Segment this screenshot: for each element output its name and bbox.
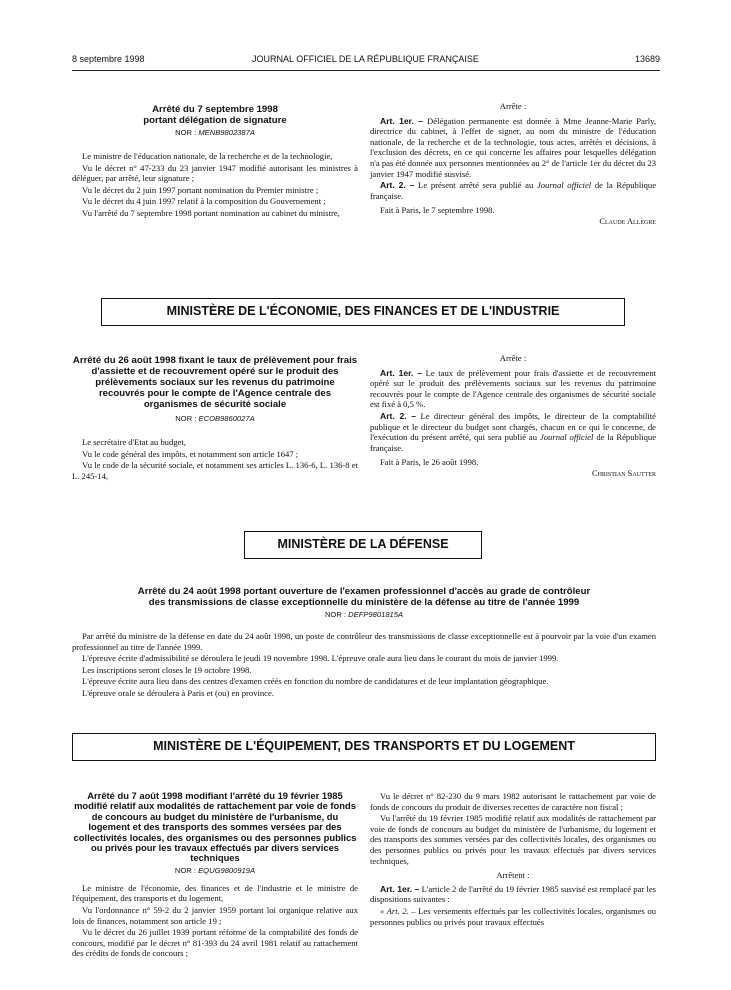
arrete-2-right-column — [370, 353, 656, 481]
ministry-title: MINISTÈRE DE L'ÉQUIPEMENT, DES TRANSPORTS ET DU LOGEMENT — [153, 739, 575, 753]
arrete-1-right-column — [370, 101, 656, 229]
article-text: Le présent arrêté sera publié au — [418, 180, 534, 191]
ministry-economie-box — [101, 298, 625, 326]
visa-paragraph: Le secrétaire d'Etat au budget, — [82, 437, 186, 447]
nor-code: DEFP9801815A — [348, 610, 404, 619]
fait-a-paris: Fait à Paris, le 7 septembre 1998. — [380, 205, 495, 216]
arrete-1-title-line-1: Arrêté du 7 septembre 1998 — [152, 104, 278, 115]
nor-code: EQUG9800919A — [198, 865, 256, 875]
fait-a-paris: Fait à Paris, le 26 août 1998. — [380, 457, 479, 468]
nor-code: MENB9802387A — [198, 128, 255, 137]
article-label: Art. 1er. – — [380, 115, 423, 126]
signature: Christian Sautter — [592, 468, 656, 478]
visa-paragraph: Vu le code de la sécurité sociale, et notamment ses articles L. 136-6, L. 136-8 et L. 245-14, — [72, 460, 358, 481]
body-paragraph: L'épreuve écrite d'admissibilité se déroulera le jeudi 19 novembre 1998. L'épreuve orale aura lieu dans le courant du mois de janvier 1999. — [82, 653, 559, 664]
visa-paragraph: Le ministre de l'éducation nationale, de la recherche et de la technologie, — [82, 151, 333, 161]
article-label: Art. 1er. – — [380, 883, 420, 894]
article-2-quoted — [370, 906, 656, 927]
arrete-3 — [72, 586, 656, 700]
arrete-1-title — [72, 104, 358, 126]
visa-paragraph: Vu l'arrêté du 19 février 1985 modifié relatif aux modalités de rattachement par voie de fonds de concours au budget du ministère de l'urbanisme, du logement et des transports des sommes versées par des collectivités locales, des organismes ou des personnes publics ou privés pour les travaux effectués par divers services techniques, — [370, 813, 656, 866]
journal-officiel-italic: Journal officiel — [536, 180, 592, 191]
arrete-heading: Arrête : — [499, 101, 527, 111]
article-text: Le directeur général des impôts, le directeur de la comptabilité publique et le directeur du budget sont chargés, chacun en ce qui le concerne, de l'exécution du présent arrêté, qui sera publié au — [370, 410, 656, 443]
journal-officiel-italic: Journal officiel — [539, 432, 594, 443]
visa-paragraph: Vu le décret n° 82-230 du 9 mars 1982 autorisant le rattachement par voie de fonds de concours du produit de diverses recettes de caractère non fiscal ; — [370, 791, 656, 812]
body-paragraph: Par arrêté du ministre de la défense en date du 24 août 1998, un poste de contrôleur des transmissions de classe exceptionnelle est à pourvoir par la voie d'un examen professionnel au titre de l'année 1999. — [72, 631, 656, 652]
ministry-defense-box — [244, 531, 482, 559]
arrete-4-title: Arrêté du 7 août 1998 modifiant l'arrêté du 19 février 1985 modifié relatif aux modalités de rattachement par voie de fonds de concours au budget du ministère de l'urbanisme, du logement et des transports des sommes versées par des collectivités locales, des organismes ou des personnes publics ou privés pour les travaux effectués par divers services techniques — [73, 790, 357, 864]
article-text: Les versements effectués par les collectivités locales, organismes ou personnes publics ou privés pour travaux effectués — [370, 905, 656, 927]
article-2 — [370, 180, 656, 201]
arretent-heading: Arrêtent : — [496, 870, 530, 881]
arrete-4-nor — [72, 866, 358, 875]
article-text: Le taux de prélèvement pour frais d'assiette et de recouvrement opéré sur le produit des prélèvements sociaux sur les revenus du patrimoine recouvrés pour le compte de l'Agence centrale des organismes de sécurité sociale est fixé à 0,5 %. — [370, 367, 657, 410]
article-text: L'article 2 de l'arrêté du 19 février 1985 susvisé est remplacé par les dispositions suivantes : — [370, 883, 657, 905]
arrete-4-right-column — [370, 791, 656, 928]
arrete-heading: Arrête : — [499, 353, 527, 363]
arrete-3-title-line-2: des transmissions de classe exceptionnelle du ministère de la défense au titre de l'année 1999 — [148, 597, 580, 608]
header-title: JOURNAL OFFICIEL DE LA RÉPUBLIQUE FRANÇAISE — [252, 54, 479, 64]
ministry-title: MINISTÈRE DE LA DÉFENSE — [277, 537, 449, 551]
article-label: Art. 1er. – — [380, 367, 423, 378]
article-label-italic: « Art. 2. – — [380, 905, 416, 916]
arrete-3-body — [72, 631, 656, 699]
visa-paragraph: Vu l'arrêté du 7 septembre 1998 portant nomination au cabinet du ministre, — [82, 207, 340, 218]
article-label: Art. 2. – — [380, 410, 417, 421]
nor-label: NOR : — [174, 865, 196, 875]
visa-paragraph: Vu le décret du 26 juillet 1939 portant réforme de la comptabilité des fonds de concours, modifié par le décret n° 81-393 du 24 avril 1981 relatif au rattachement des crédits de fonds de concours ; — [72, 927, 358, 959]
nor-label: NOR : — [175, 128, 197, 137]
arrete-2-visas — [72, 437, 358, 481]
arrete-1-left-column — [72, 104, 358, 220]
article-1 — [370, 884, 656, 905]
visa-paragraph: Vu le décret du 2 juin 1997 portant nomination du Premier ministre ; — [82, 184, 319, 195]
nor-label: NOR : — [175, 414, 197, 423]
arrete-3-title — [72, 586, 656, 608]
ministry-title: MINISTÈRE DE L'ÉCONOMIE, DES FINANCES ET DE L'INDUSTRIE — [166, 304, 560, 318]
visa-paragraph: Vu le décret du 4 juin 1997 relatif à la composition du Gouvernement ; — [82, 196, 326, 207]
article-text: de la République française. — [370, 180, 657, 201]
visa-paragraph: Vu le décret n° 47-233 du 23 janvier 1947 modifié autorisant les ministres à déléguer, par arrêté, leur signature ; — [72, 162, 358, 184]
arrete-1-title-line-2: portant délégation de signature — [143, 115, 287, 126]
article-2 — [370, 411, 656, 453]
visa-paragraph: Vu le code général des impôts, et notamment son article 1647 ; — [82, 448, 299, 459]
arrete-1-nor — [72, 128, 358, 137]
nor-label: NOR : — [324, 610, 347, 619]
nor-code: ECOB9860027A — [198, 414, 255, 423]
article-text: Délégation permanente est donnée à Mme Jeanne-Marie Parly, directrice du cabinet, à l'effet de signer, au nom du ministre de l'éducation nationale, de la recherche et de la technologie, tous actes, arrêtés et décisions, à l'exclusion des décrets, en ce qui concerne les affaires pour lesquelles délégation n'a pas été donnée aux personnes mentionnées au 2° de l'article 1er du décret du 23 janvier 1947 modifié susvisé. — [370, 115, 657, 179]
article-text: de la République française. — [370, 432, 657, 453]
header-rule — [72, 70, 660, 71]
arrete-2-title: Arrêté du 26 août 1998 fixant le taux de prélèvement pour frais d'assiette et de recouvrement opéré sur le produit des prélèvements sociaux sur les revenus du patrimoine recouvrés pour le compte de l'Agence centrale des organismes de sécurité sociale — [72, 355, 358, 410]
arrete-3-title-line-1: Arrêté du 24 août 1998 portant ouverture de l'examen professionnel d'accès au grade de contrôleur — [137, 586, 591, 597]
arrete-2-left-column — [72, 355, 358, 482]
body-paragraph: Les inscriptions seront closes le 19 octobre 1998. — [82, 664, 252, 675]
ministry-equipement-box — [72, 733, 656, 761]
body-paragraph: L'épreuve écrite aura lieu dans des centres d'examen créés en fonction du nombre de candidatures et de leur implantation géographique. — [82, 676, 549, 687]
arrete-4-left-column — [72, 791, 358, 960]
arrete-3-nor — [72, 610, 656, 619]
body-paragraph: L'épreuve orale se déroulera à Paris et (ou) en province. — [82, 687, 274, 698]
article-label: Art. 2. – — [380, 180, 415, 191]
arrete-4-visas-left — [72, 883, 358, 959]
arrete-1-visas — [72, 151, 358, 219]
visa-paragraph: Vu l'ordonnance n° 59-2 du 2 janvier 1959 portant loi organique relative aux lois de finances, notamment son article 19 ; — [72, 905, 358, 926]
signature: Claude Allègre — [599, 216, 656, 226]
article-1 — [370, 368, 656, 410]
header-page-number: 13689 — [634, 54, 660, 64]
arrete-2-nor — [72, 414, 358, 423]
article-1 — [370, 116, 656, 180]
header-date: 8 septembre 1998 — [72, 54, 145, 64]
visa-paragraph: Le ministre de l'économie, des finances et de l'industrie et le ministre de l'équipement, des transports et du logement, — [72, 882, 358, 904]
